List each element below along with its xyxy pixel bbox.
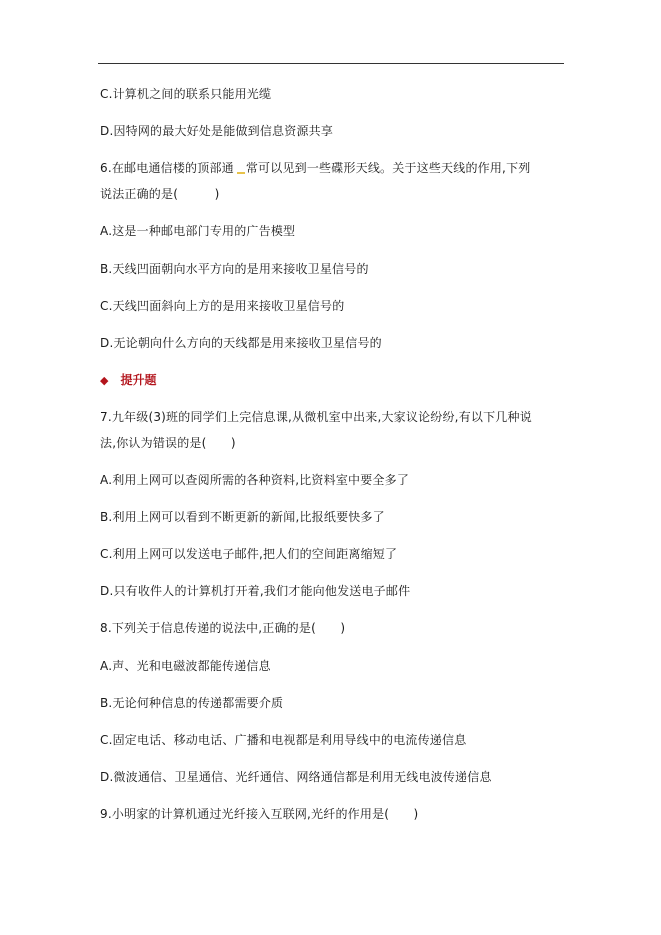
q7-option-d: D.只有收件人的计算机打开着,我们才能向他发送电子邮件 xyxy=(100,584,411,598)
q6-stem-line2: 说法正确的是( ) xyxy=(100,187,220,201)
q6-stem-part2: 常可以见到一些碟形天线。关于这些天线的作用,下列 xyxy=(245,161,531,175)
q6-option-d: D.无论朝向什么方向的天线都是用来接收卫星信号的 xyxy=(100,336,382,350)
q6-option-b: B.天线凹面朝向水平方向的是用来接收卫星信号的 xyxy=(100,262,369,276)
q8-option-b: B.无论何种信息的传递都需要介质 xyxy=(100,696,284,710)
section-heading xyxy=(100,372,156,389)
diamond-bullet-icon: ◆ xyxy=(100,374,109,387)
highlight-mark xyxy=(237,172,245,174)
q8-option-c: C.固定电话、移动电话、广播和电视都是利用导线中的电流传递信息 xyxy=(100,733,467,747)
q6-stem-part1: 6.在邮电通信楼的顶部通 xyxy=(100,161,234,175)
q7-stem-line1: 7.九年级(3)班的同学们上完信息课,从微机室中出来,大家议论纷纷,有以下几种说 xyxy=(100,410,532,424)
q7-stem-line2: 法,你认为错误的是( ) xyxy=(100,436,236,450)
q6-stem-line1 xyxy=(100,160,530,176)
q5-option-d: D.因特网的最大好处是能做到信息资源共享 xyxy=(100,124,334,138)
section-title: 提升题 xyxy=(120,373,157,387)
q7-option-c: C.利用上网可以发送电子邮件,把人们的空间距离缩短了 xyxy=(100,547,398,561)
header-rule xyxy=(98,63,564,64)
q8-option-a: A.声、光和电磁波都能传递信息 xyxy=(100,659,271,673)
q8-stem: 8.下列关于信息传递的说法中,正确的是( ) xyxy=(100,621,346,635)
q6-option-a: A.这是一种邮电部门专用的广告模型 xyxy=(100,224,296,238)
q7-option-a: A.利用上网可以查阅所需的各种资料,比资料室中要全多了 xyxy=(100,473,410,487)
q6-option-c: C.天线凹面斜向上方的是用来接收卫星信号的 xyxy=(100,299,345,313)
q7-option-b: B.利用上网可以看到不断更新的新闻,比报纸要快多了 xyxy=(100,510,385,524)
q5-option-c: C.计算机之间的联系只能用光缆 xyxy=(100,87,272,101)
q8-option-d: D.微波通信、卫星通信、光纤通信、网络通信都是利用无线电波传递信息 xyxy=(100,770,492,784)
q9-stem: 9.小明家的计算机通过光纤接入互联网,光纤的作用是( ) xyxy=(100,807,419,821)
